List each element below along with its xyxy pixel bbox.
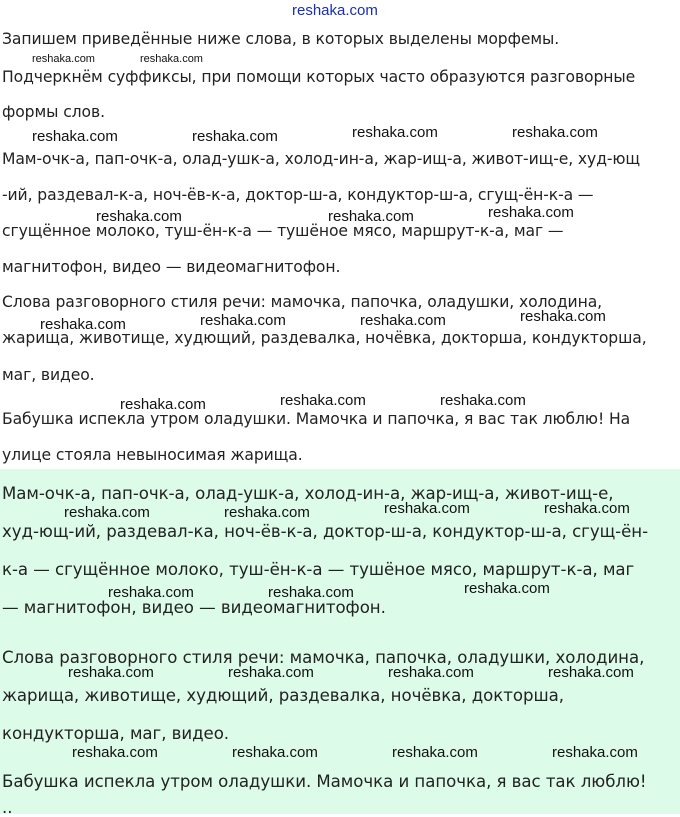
watermark: reshaka.com — [280, 392, 366, 409]
text-line: формы слов. — [2, 103, 105, 121]
watermark: reshaka.com — [40, 316, 126, 333]
text-line: жарища, животище, худющий, раздевалка, ночёвка, докторша, — [2, 686, 564, 705]
text-line: -ий, раздевал-к-а, ноч-ёв-к-а, доктор-ш-а, кондуктор-ш-а, сгущ-ён-к-а — — [2, 186, 594, 204]
text-line: Слова разговорного стиля речи: мамочка, папочка, оладушки, холодина, — [2, 293, 603, 311]
watermark: reshaka.com — [140, 53, 203, 65]
watermark: reshaka.com — [192, 128, 278, 145]
text-line: улице стояла невыносимая жарища. — [2, 446, 303, 464]
watermark: reshaka.com — [544, 500, 630, 517]
watermark: reshaka.com — [32, 53, 95, 65]
watermark: reshaka.com — [392, 744, 478, 761]
watermark: reshaka.com — [232, 744, 318, 761]
text-line: маг, видео. — [2, 366, 95, 384]
watermark: reshaka.com — [520, 308, 606, 325]
watermark: reshaka.com — [488, 204, 574, 221]
watermark: reshaka.com — [108, 584, 194, 601]
text-line: сгущённое молоко, туш-ён-к-а — тушёное мясо, маршрут-к-а, маг — — [2, 222, 564, 240]
text-line: .. — [2, 798, 13, 817]
text-line: магнитофон, видео — видеомагнитофон. — [2, 258, 341, 276]
watermark: reshaka.com — [200, 312, 286, 329]
watermark: reshaka.com — [388, 664, 474, 681]
text-line: кондукторша, маг, видео. — [2, 724, 230, 743]
watermark: reshaka.com — [548, 664, 634, 681]
text-line: Мам-очк-а, пап-очк-а, олад-ушк-а, холод-ин-а, жар-ищ-а, живот-ищ-е, — [2, 484, 614, 503]
watermark: reshaka.com — [68, 664, 154, 681]
watermark: reshaka.com — [352, 124, 438, 141]
text-line: Подчеркнём суффиксы, при помощи которых часто образуются разговорные — [2, 68, 636, 86]
watermark: reshaka.com — [552, 744, 638, 761]
text-line: Запишем приведённые ниже слова, в которых выделены морфемы. — [2, 30, 560, 48]
watermark: reshaka.com — [464, 580, 550, 597]
watermark: reshaka.com — [120, 396, 206, 413]
text-line: Слова разговорного стиля речи: мамочка, папочка, оладушки, холодина, — [2, 648, 645, 667]
watermark: reshaka.com — [360, 312, 446, 329]
watermark: reshaka.com — [72, 744, 158, 761]
text-line: к-а — сгущённое молоко, туш-ён-к-а — тушёное мясо, маршрут-к-а, маг — [2, 560, 635, 579]
watermark: reshaka.com — [440, 392, 526, 409]
text-line: Бабушка испекла утром оладушки. Мамочка и папочка, я вас так люблю! — [2, 772, 647, 791]
text-line: Бабушка испекла утром оладушки. Мамочка и папочка, я вас так люблю! На — [2, 410, 631, 428]
watermark: reshaka.com — [292, 2, 378, 19]
text-line: Мам-очк-а, пап-очк-а, олад-ушк-а, холод-ин-а, жар-ищ-а, живот-ищ-е, худ-ющ — [2, 150, 641, 168]
watermark: reshaka.com — [228, 664, 314, 681]
watermark: reshaka.com — [96, 208, 182, 225]
text-line: жарища, животище, худющий, раздевалка, ночёвка, докторша, кондукторша, — [2, 329, 647, 347]
watermark: reshaka.com — [64, 504, 150, 521]
watermark: reshaka.com — [224, 504, 310, 521]
watermark: reshaka.com — [512, 124, 598, 141]
watermark: reshaka.com — [32, 128, 118, 145]
watermark: reshaka.com — [268, 584, 354, 601]
watermark: reshaka.com — [328, 208, 414, 225]
text-line: — магнитофон, видео — видеомагнитофон. — [2, 598, 386, 617]
text-line: худ-ющ-ий, раздевал-ка, ноч-ёв-к-а, доктор-ш-а, кондуктор-ш-а, сгущ-ён- — [2, 522, 649, 541]
watermark: reshaka.com — [384, 500, 470, 517]
